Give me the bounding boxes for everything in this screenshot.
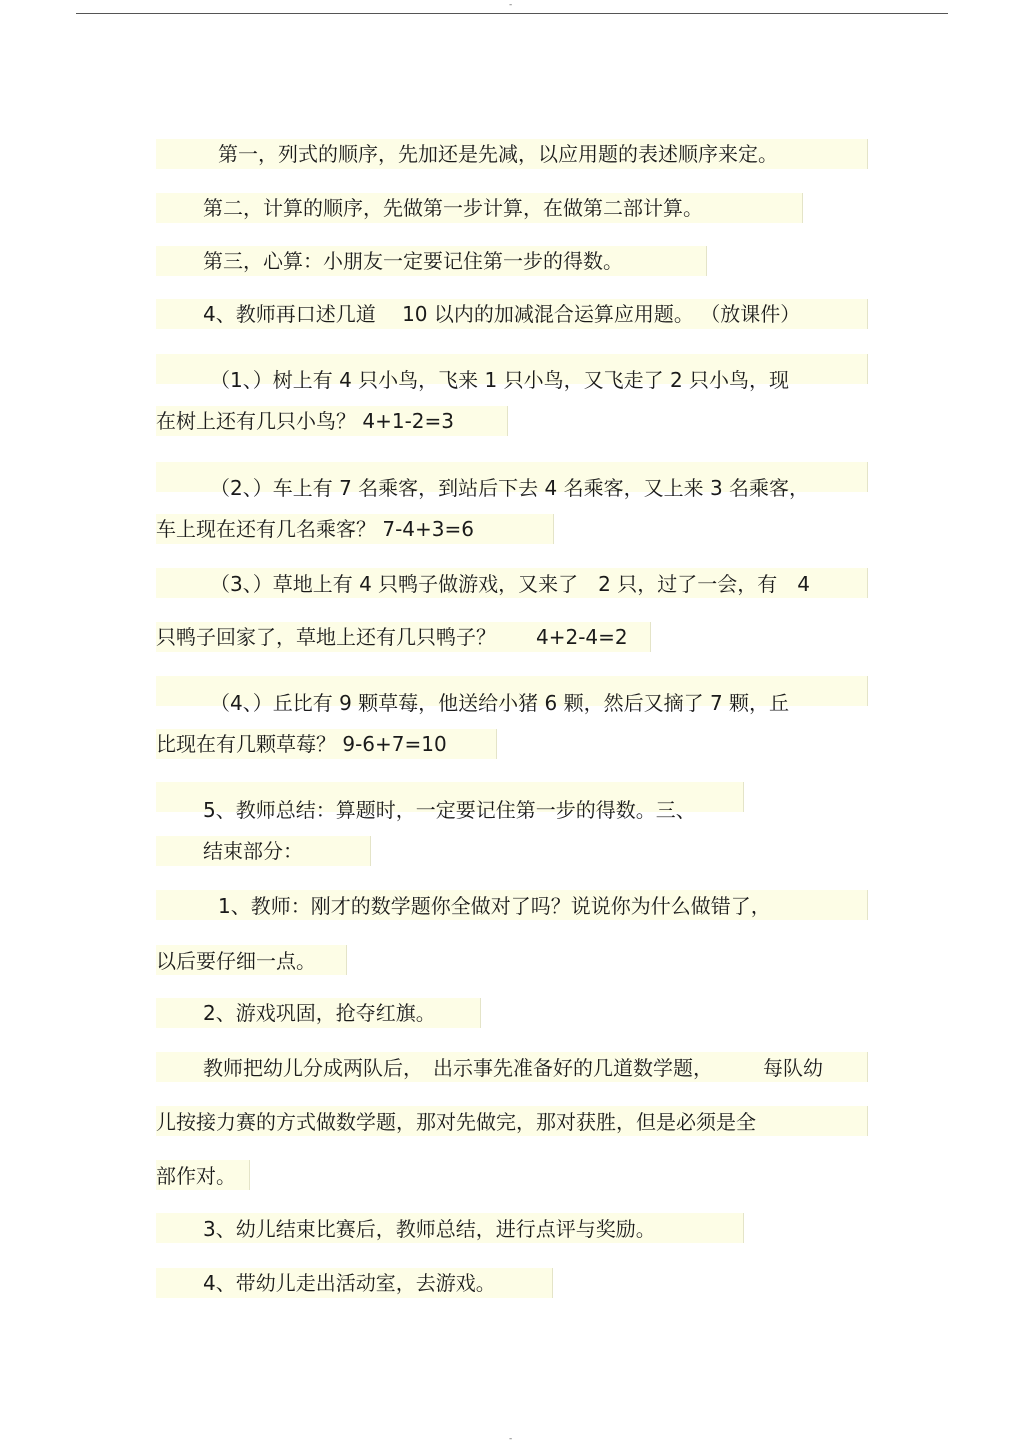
text-line: 第二，计算的顺序，先做第一步计算，在做第二部计算。 xyxy=(203,196,703,220)
header-rule xyxy=(76,13,948,14)
text-line: 以后要仔细一点。 xyxy=(156,949,316,973)
text-line: 只鸭子回家了，草地上还有几只鸭子？ 4+2-4=2 xyxy=(156,625,628,649)
text-line: 第三，心算：小朋友一定要记住第一步的得数。 xyxy=(203,249,623,273)
footer-mark: - xyxy=(509,1434,513,1444)
text-line: （3、）草地上有 4 只鸭子做游戏，又来了 2 只，过了一会，有 4 xyxy=(210,572,810,596)
text-line: 1、教师：刚才的数学题你全做对了吗？说说你为什么做错了， xyxy=(218,894,771,918)
text-line: 车上现在还有几名乘客？ 7-4+3=6 xyxy=(156,517,474,541)
text-line: 2、游戏巩固，抢夺红旗。 xyxy=(203,1001,436,1025)
text-line: （2、）车上有 7 名乘客，到站后下去 4 名乘客，又上来 3 名乘客， xyxy=(210,476,810,500)
text-line: 第一，列式的顺序，先加还是先减，以应用题的表述顺序来定。 xyxy=(218,142,778,166)
text-line: （1、）树上有 4 只小鸟，飞来 1 只小鸟，又飞走了 2 只小鸟，现 xyxy=(210,368,790,392)
text-line: 4、教师再口述几道 10 以内的加减混合运算应用题。 （放课件） xyxy=(203,302,801,326)
text-line: 5、教师总结：算题时，一定要记住第一步的得数。三、 xyxy=(203,798,696,822)
text-line: 儿按接力赛的方式做数学题，那对先做完，那对获胜，但是必须是全 xyxy=(156,1110,756,1134)
text-line: （4、）丘比有 9 颗草莓，他送给小猪 6 颗，然后又摘了 7 颗，丘 xyxy=(210,691,790,715)
text-line: 教师把幼儿分成两队后， 出示事先准备好的几道数学题， 每队幼 xyxy=(203,1056,823,1080)
text-line: 比现在有几颗草莓？ 9-6+7=10 xyxy=(156,732,447,756)
text-line: 3、幼儿结束比赛后，教师总结，进行点评与奖励。 xyxy=(203,1217,656,1241)
text-line: 4、带幼儿走出活动室，去游戏。 xyxy=(203,1271,496,1295)
text-line: 在树上还有几只小鸟？ 4+1-2=3 xyxy=(156,409,454,433)
header-mark: - xyxy=(509,0,513,10)
text-line: 部作对。 xyxy=(156,1164,236,1188)
text-line: 结束部分： xyxy=(203,839,303,863)
